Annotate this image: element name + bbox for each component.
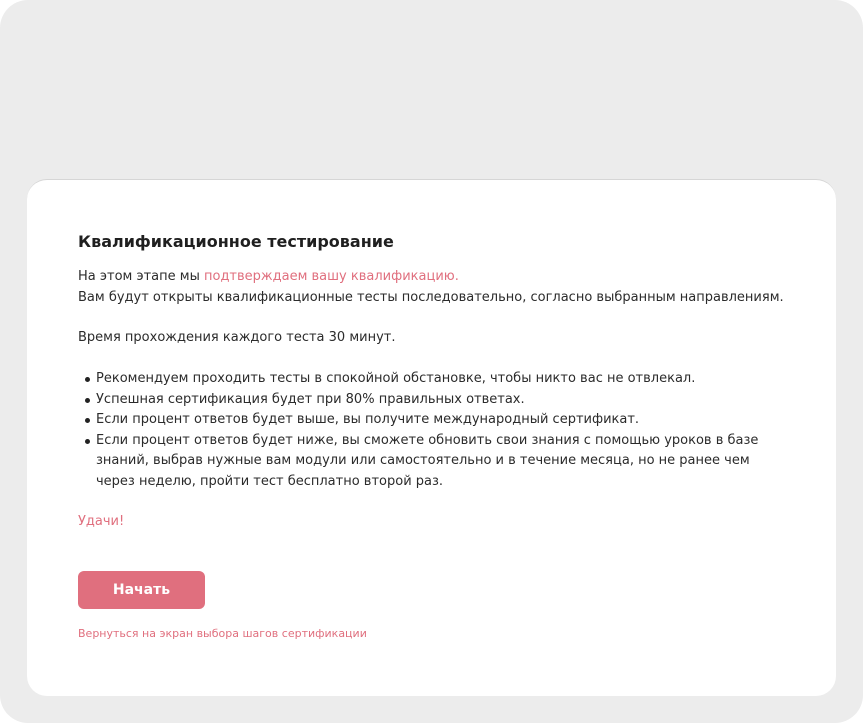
test-duration-text: Время прохождения каждого теста 30 минут. (78, 330, 396, 345)
qualification-card (27, 179, 836, 696)
start-button[interactable]: Начать (78, 571, 205, 609)
good-luck-text: Удачи! (78, 514, 125, 529)
list-item: Успешная сертификация будет при 80% правильных ответах. (78, 390, 778, 411)
intro-line2: Вам будут открыты квалификационные тесты последовательно, согласно выбранным направлениям. (78, 289, 784, 305)
back-to-steps-link[interactable]: Вернуться на экран выбора шагов сертификации (78, 627, 367, 640)
rules-list (78, 369, 778, 492)
intro-highlight: подтверждаем вашу квалификацию. (203, 269, 459, 284)
intro-paragraph (78, 267, 784, 308)
list-item: Рекомендуем проходить тесты в спокойной обстановке, чтобы никто вас не отвлекал. (78, 369, 778, 390)
intro-prefix: На этом этапе мы (78, 269, 204, 284)
list-item: Если процент ответов будет выше, вы получите международный сертификат. (78, 410, 778, 431)
page-title: Квалификационное тестирование (78, 232, 394, 251)
list-item: Если процент ответов будет ниже, вы сможете обновить свои знания с помощью уроков в базе знаний, выбрав нужные вам модули или самостоятельно и в течение месяца, но не ранее чем через неделю, пройти тест бесплатно второй раз. (78, 431, 778, 493)
